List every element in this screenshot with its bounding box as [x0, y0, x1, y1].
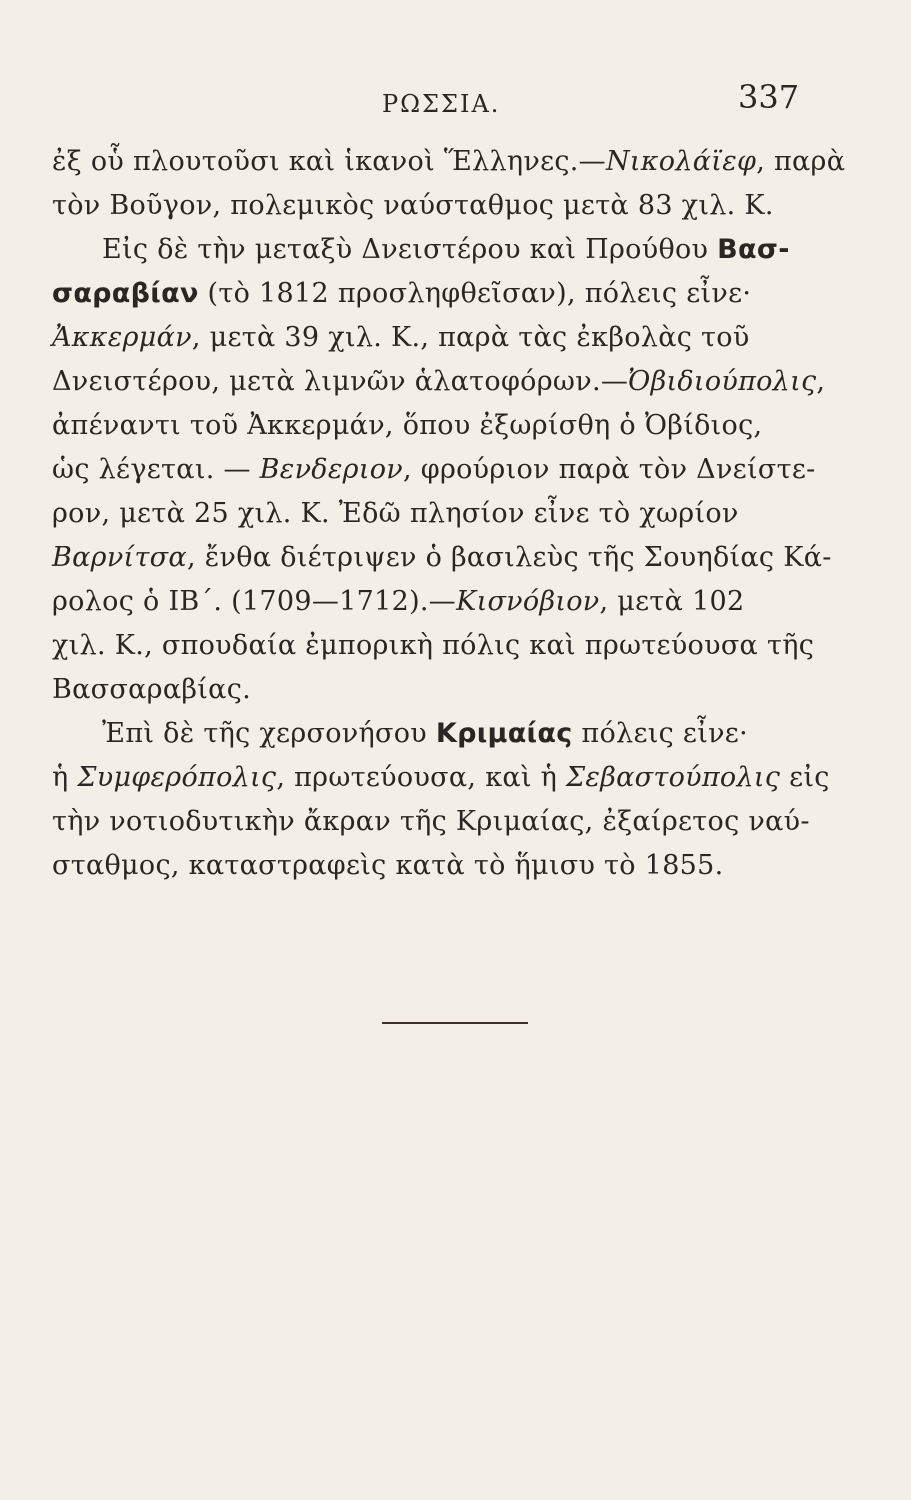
text-segment: ἡ	[52, 762, 78, 793]
italic-place-name: Σεβαστούπολις	[566, 762, 781, 793]
text-line	[52, 448, 822, 492]
text-line	[52, 536, 832, 580]
running-head	[0, 78, 911, 128]
text-segment: , παρὰ	[756, 146, 846, 177]
text-segment: , μετὰ 39 χιλ. Κ., παρὰ τὰς ἐκβολὰς τοῦ	[191, 322, 750, 353]
text-segment: ἐξ οὗ πλουτοῦσι καὶ ἱκανοὶ Ἕλληνες.—	[52, 146, 606, 177]
text-segment: ὡς λέγεται. —	[52, 454, 260, 485]
text-segment: , μετὰ 102	[599, 586, 745, 617]
text-segment: ρον, μετὰ 25 χιλ. Κ. Ἐδῶ πλησίον εἶνε τὸ χωρίον	[52, 498, 739, 529]
text-line	[52, 580, 822, 624]
text-line	[52, 844, 822, 888]
text-segment: Βασσαραβίας.	[52, 674, 252, 705]
text-segment: τὴν νοτιοδυτικὴν ἄκραν τῆς Κριμαίας, ἐξαίρετος ναύ-	[52, 806, 810, 837]
end-rule	[382, 1022, 528, 1024]
text-line	[52, 360, 826, 404]
text-segment: , φρούριον παρὰ τὸν Δνείστε-	[402, 454, 816, 485]
italic-place-name: Κισνόβιον	[456, 586, 600, 617]
text-line	[52, 404, 822, 448]
bold-place-name: σαραβίαν	[52, 278, 199, 309]
text-line	[52, 756, 830, 800]
text-segment: εἰς	[780, 762, 830, 793]
body-text	[52, 140, 846, 888]
text-line	[52, 800, 822, 844]
text-segment: ἀπέναντι τοῦ Ἀκκερμάν, ὅπου ἐξωρίσθη ὁ Ὀβίδιος,	[52, 410, 763, 441]
text-segment: (τὸ 1812 προσληφθεῖσαν), πόλεις εἶνε·	[198, 278, 752, 309]
italic-place-name: Ὀβιδιούπολις	[628, 366, 817, 397]
running-head-title: ΡΩΣΣΙΑ.	[382, 90, 501, 118]
text-line	[52, 184, 822, 228]
text-segment: πόλεις εἶνε·	[572, 718, 748, 749]
text-segment: Ἐπὶ δὲ τῆς χερσονήσου	[102, 718, 436, 749]
bold-place-name: Κριμαίας	[435, 718, 573, 749]
text-line	[52, 228, 822, 272]
italic-place-name: Βαρνίτσα	[52, 542, 187, 573]
text-segment: τὸν Βοῦγον, πολεμικὸς ναύσταθμος μετὰ 83 χιλ. Κ.	[52, 190, 774, 221]
italic-place-name: Βενδεριον	[259, 454, 403, 485]
text-segment: , πρωτεύουσα, καὶ ἡ	[276, 762, 567, 793]
text-line	[52, 316, 822, 360]
page-number: 337	[738, 78, 800, 116]
italic-place-name: Συμφερόπολις	[77, 762, 277, 793]
text-segment: Εἰς δὲ τὴν μεταξὺ Δνειστέρου καὶ Προύθου	[102, 234, 718, 265]
text-line	[52, 668, 822, 712]
text-line	[52, 140, 846, 184]
text-segment: , ἔνθα διέτριψεν ὁ βασιλεὺς τῆς Σουηδίας Κά-	[186, 542, 832, 573]
italic-place-name: Νικολάϊεφ	[605, 146, 757, 177]
bold-place-name: Βασ-	[717, 234, 790, 265]
text-segment: ,	[816, 366, 826, 397]
text-line	[52, 712, 822, 756]
text-line	[52, 272, 822, 316]
text-line	[52, 624, 822, 668]
text-line	[52, 492, 822, 536]
text-segment: σταθμος, καταστραφεὶς κατὰ τὸ ἥμισυ τὸ 1855.	[52, 850, 724, 881]
text-segment: χιλ. Κ., σπουδαία ἐμπορικὴ πόλις καὶ πρωτεύουσα τῆς	[52, 630, 815, 661]
italic-place-name: Ἀκκερμάν	[52, 322, 192, 353]
text-segment: ρολος ὁ ΙΒ΄. (1709—1712).—	[52, 586, 457, 617]
text-segment: Δνειστέρου, μετὰ λιμνῶν ἁλατοφόρων.—	[52, 366, 629, 397]
